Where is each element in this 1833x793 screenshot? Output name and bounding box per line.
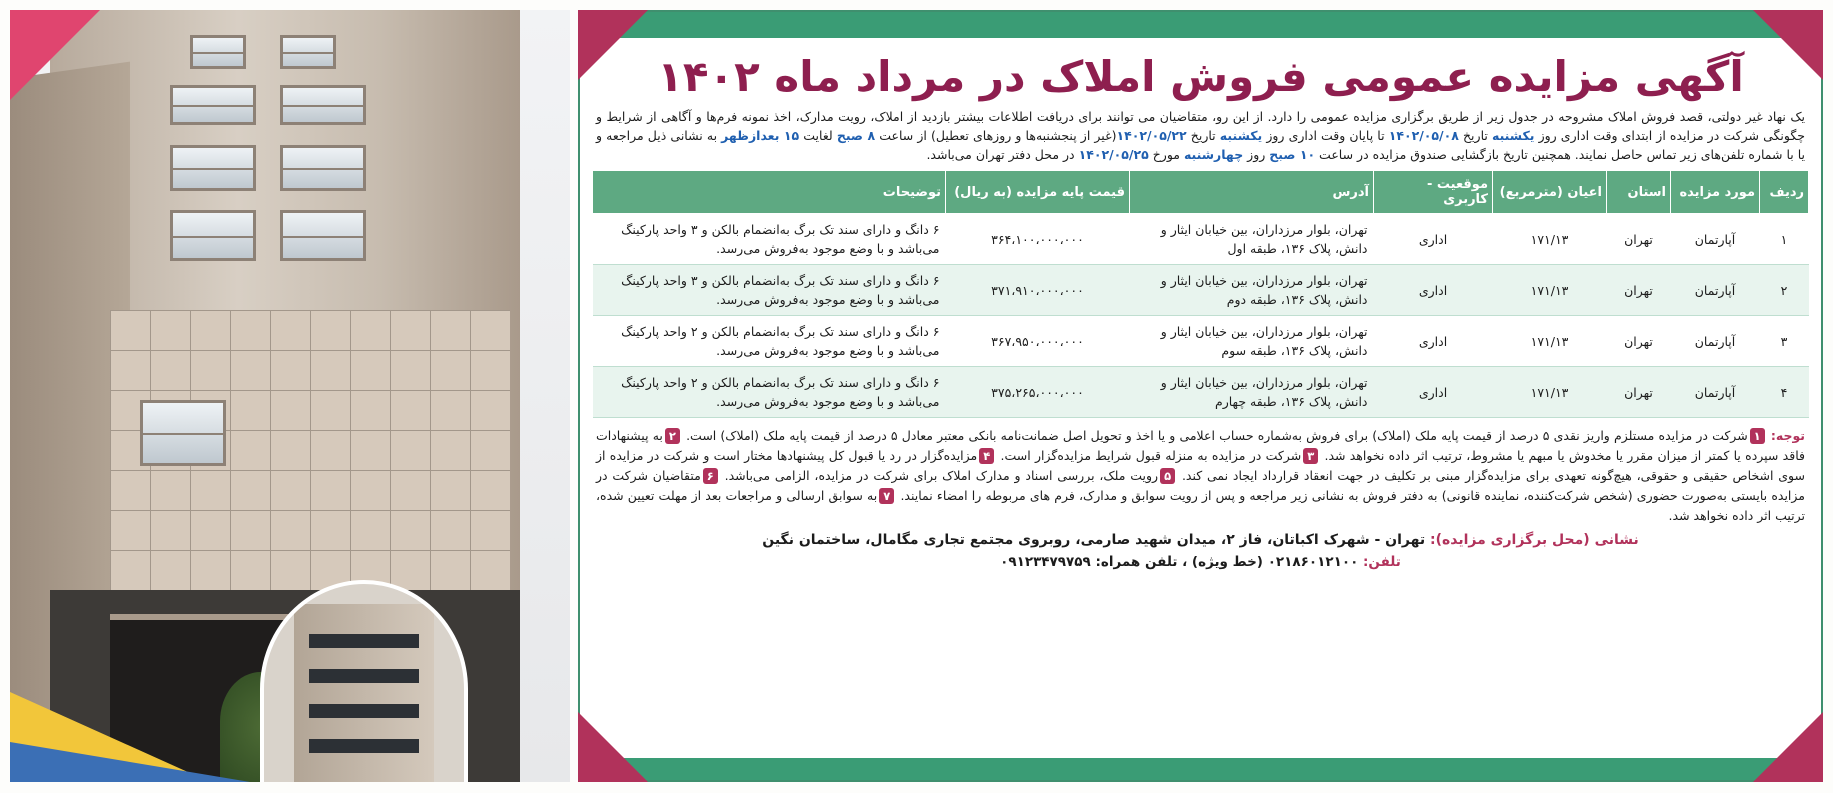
auction-notice [578, 10, 1823, 782]
cell-description: ۶ دانگ و دارای سند تک برگ به‌انضمام بالکن و ۳ واحد پارکینگ می‌باشد و با وضع موجود به‌فروش می‌رسد. [593, 265, 946, 316]
table-row [593, 265, 1809, 316]
phone-line [592, 554, 1809, 570]
col-base-price: قیمت پایه مزایده (به ریال) [946, 171, 1130, 214]
note-number: ۲ [665, 428, 680, 444]
note-text: به پیشنهادات فاقد سپرده یا کمتر از میزان مقرر یا مخدوش یا مبهم یا مشروط، ترتیب اثر داده نخواهد شد. [596, 428, 1805, 463]
cell-address: تهران، بلوار مرزداران، بین خیابان ایثار و دانش، پلاک ۱۳۶، طبقه اول [1130, 214, 1374, 265]
cell-item: آپارتمان [1671, 367, 1760, 418]
building-inset-photo [260, 580, 468, 782]
cell-description: ۶ دانگ و دارای سند تک برگ به‌انضمام بالکن و ۲ واحد پارکینگ می‌باشد و با وضع موجود به‌فروش می‌رسد. [593, 316, 946, 367]
col-row: ردیف [1760, 171, 1809, 214]
phone-text: ۰۲۱۸۶۰۱۲۱۰۰ (خط ویژه) ، تلفن همراه: ۰۹۱۲۳۴۷۹۷۵۹ [1000, 554, 1359, 570]
address-text: تهران - شهرک اکباتان، فاز ۲، میدان شهید صارمی، روبروی مجتمع تجاری مگامال، ساختمان نگین [762, 532, 1426, 548]
cell-base-price: ۳۷۱،۹۱۰،۰۰۰،۰۰۰ [946, 265, 1130, 316]
note-text: شرکت در مزایده به منزله قبول شرایط مزایده‌گزار است. [1000, 448, 1302, 463]
cell-province: تهران [1607, 265, 1671, 316]
cell-item: آپارتمان [1671, 316, 1760, 367]
cell-row: ۳ [1760, 316, 1809, 367]
cell-area: ۱۷۱/۱۳ [1493, 316, 1607, 367]
cell-row: ۲ [1760, 265, 1809, 316]
notes-label: توجه: [1770, 428, 1805, 443]
cell-address: تهران، بلوار مرزداران، بین خیابان ایثار و دانش، پلاک ۱۳۶، طبقه دوم [1130, 265, 1374, 316]
top-bar [580, 12, 1821, 38]
cell-item: آپارتمان [1671, 265, 1760, 316]
col-address: آدرس [1130, 171, 1374, 214]
col-item: مورد مزایده [1671, 171, 1760, 214]
cell-base-price: ۳۷۵،۲۶۵،۰۰۰،۰۰۰ [946, 367, 1130, 418]
note-text: به سوابق ارسالی و مراجعات بعد از مهلت تعیین شده، ترتیب اثر داده نخواهد شد. [596, 488, 1805, 523]
col-usage: موقعیت - کاربری [1374, 171, 1493, 214]
cell-base-price: ۳۶۴،۱۰۰،۰۰۰،۰۰۰ [946, 214, 1130, 265]
cell-usage: اداری [1374, 367, 1493, 418]
note-number: ۵ [1160, 468, 1175, 484]
intro-paragraph: یک نهاد غیر دولتی، قصد فروش املاک مشروحه در جدول زیر از طریق برگزاری مزایده عمومی را دارد. از این رو، متقاضیان می توانند برای دریافت اطلاعات بیشتر بازدید از املاک، رویت مدارک، اخذ نمونه فرم‌ها و آگاهی از شرایط و چگونگی شرکت در مزایده از ابتدای وقت اداری روز یکشنبه تاریخ ۱۴۰۲/۰۵/۰۸ تا پایان وقت اداری روز یکشنبه تاریخ ۱۴۰۲/۰۵/۲۲(غیر از پنجشنبه‌ها و روزهای تعطیل) از ساعت ۸ صبح لغایت ۱۵ بعدازظهر به نشانی ذیل مراجعه و یا با شماره تلفن‌های زیر تماس حاصل نمایند. همچنین تاریخ بازگشایی صندوق مزایده در ساعت ۱۰ صبح روز چهارشنبه مورخ ۱۴۰۲/۰۵/۲۵ در محل دفتر تهران می‌باشد. [596, 109, 1805, 162]
table-header-row [593, 171, 1809, 214]
note-text: شرکت در مزایده مستلزم واریز نقدی ۵ درصد از قیمت پایه ملک (املاک) برای فروش به‌شماره حساب اعلامی و یا اخذ و تحویل اصل ضمانت‌نامه بانکی معتبر معادل ۵ درصد از قیمت پایه ملک (املاک) است. [686, 428, 1748, 443]
col-description: توضیحات [593, 171, 946, 214]
note-number: ۷ [879, 488, 894, 504]
note-number: ۴ [979, 448, 994, 464]
cell-usage: اداری [1374, 214, 1493, 265]
note-text: متقاضیان شرکت در مزایده بایستی به‌صورت حضوری (شخص شرکت‌کننده، نماینده قانونی) به دفتر فروش به نشانی زیر مراجعه و پس از رویت سوابق و مدارک، فرم های مربوطه را امضاء نمایند. [596, 468, 1805, 503]
table-row [593, 316, 1809, 367]
cell-area: ۱۷۱/۱۳ [1493, 367, 1607, 418]
note-number: ۱ [1750, 428, 1765, 444]
notes-section [596, 426, 1805, 526]
table-row [593, 367, 1809, 418]
cell-row: ۱ [1760, 214, 1809, 265]
ad-title: آگهی مزایده عمومی فروش املاک در مرداد ماه ۱۴۰۲ [657, 52, 1744, 101]
cell-area: ۱۷۱/۱۳ [1493, 214, 1607, 265]
properties-table [592, 170, 1809, 418]
corner-decoration [10, 10, 100, 100]
cell-province: تهران [1607, 214, 1671, 265]
note-number: ۶ [703, 468, 718, 484]
note-text: مزایده‌گزار در رد یا قبول کل پیشنهادها مختار است و شرکت در مزایده از سوی اشخاص حقیقی و حقوقی، هیچ‌گونه تعهدی برای مزایده‌گزار مبنی بر تکلیف در جهت انعقاد قرارداد ایجاد نمی کند. [596, 448, 1805, 483]
table-row [593, 214, 1809, 265]
cell-province: تهران [1607, 367, 1671, 418]
phone-label: تلفن: [1363, 554, 1401, 570]
cell-base-price: ۳۶۷،۹۵۰،۰۰۰،۰۰۰ [946, 316, 1130, 367]
note-number: ۳ [1303, 448, 1318, 464]
col-province: استان [1607, 171, 1671, 214]
building-photo [10, 10, 570, 782]
cell-item: آپارتمان [1671, 214, 1760, 265]
corner-decoration [10, 742, 250, 782]
cell-description: ۶ دانگ و دارای سند تک برگ به‌انضمام بالکن و ۲ واحد پارکینگ می‌باشد و با وضع موجود به‌فروش می‌رسد. [593, 367, 946, 418]
cell-row: ۴ [1760, 367, 1809, 418]
cell-description: ۶ دانگ و دارای سند تک برگ به‌انضمام بالکن و ۳ واحد پارکینگ می‌باشد و با وضع موجود به‌فروش می‌رسد. [593, 214, 946, 265]
bottom-bar [580, 758, 1821, 780]
col-area: اعیان (مترمربع) [1493, 171, 1607, 214]
cell-area: ۱۷۱/۱۳ [1493, 265, 1607, 316]
cell-address: تهران، بلوار مرزداران، بین خیابان ایثار و دانش، پلاک ۱۳۶، طبقه چهارم [1130, 367, 1374, 418]
address-label: نشانی (محل برگزاری مزایده): [1430, 532, 1639, 548]
cell-usage: اداری [1374, 316, 1493, 367]
cell-province: تهران [1607, 316, 1671, 367]
cell-address: تهران، بلوار مرزداران، بین خیابان ایثار و دانش، پلاک ۱۳۶، طبقه سوم [1130, 316, 1374, 367]
note-text: رویت ملک، بررسی اسناد و مدارک املاک برای شرکت در مزایده، الزامی می‌باشد. [724, 468, 1159, 483]
cell-usage: اداری [1374, 265, 1493, 316]
address-line [592, 532, 1809, 548]
